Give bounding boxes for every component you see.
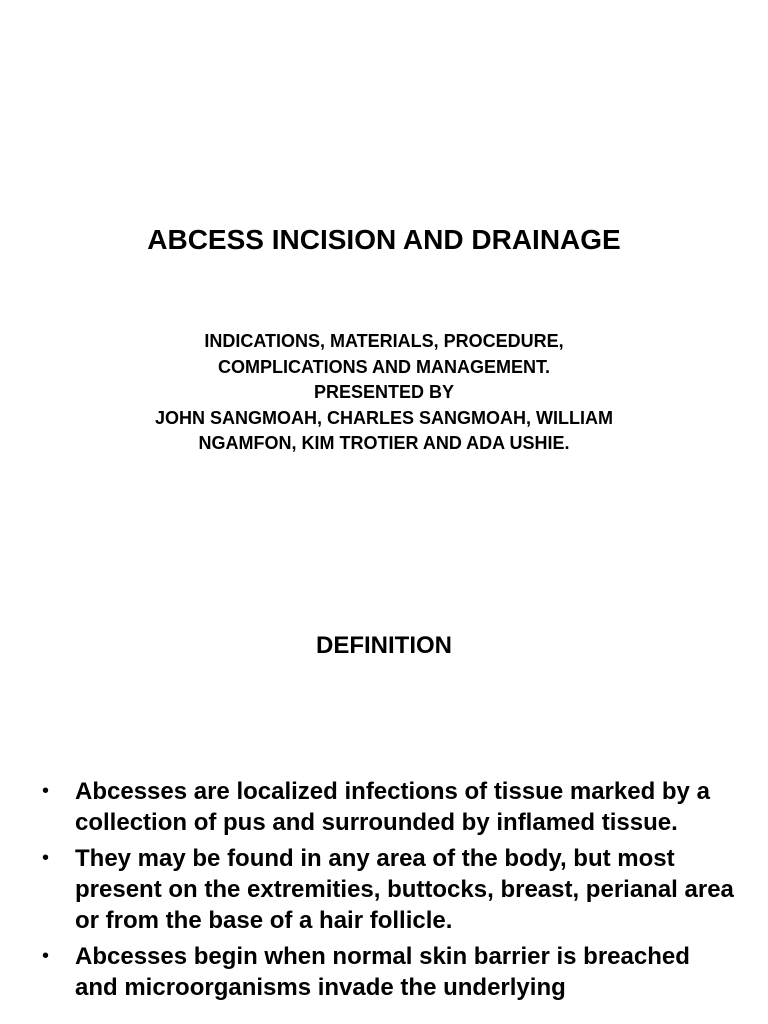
section-title: DEFINITION	[316, 632, 452, 659]
bullet-item	[0, 941, 768, 1003]
slide-subtitle	[100, 329, 668, 457]
subtitle-line: NGAMFON, KIM TROTIER AND ADA USHIE.	[198, 433, 570, 453]
bullet-icon: •	[42, 847, 50, 869]
bullet-icon: •	[42, 945, 50, 967]
bullet-text: Abcesses begin when normal skin barrier is breached and microorganisms invade the underlying	[75, 943, 690, 1001]
bullet-text: They may be found in any area of the body, but most present on the extremities, buttocks, breast, perianal area or from the base of a hair follicle.	[75, 845, 734, 934]
subtitle-line: JOHN SANGMOAH, CHARLES SANGMOAH, WILLIAM	[155, 407, 613, 428]
bullet-item	[0, 843, 768, 936]
bullet-text: Abcesses are localized infections of tissue marked by a collection of pus and surrounded by inflamed tissue.	[75, 778, 710, 836]
subtitle-line: INDICATIONS, MATERIALS, PROCEDURE,	[204, 331, 564, 351]
bullet-item	[0, 776, 768, 838]
slide-title: ABCESS INCISION AND DRAINAGE	[147, 224, 621, 255]
subtitle-line: PRESENTED BY	[313, 382, 455, 402]
bullet-icon: •	[42, 780, 50, 802]
subtitle-line: COMPLICATIONS AND MANAGEMENT.	[218, 356, 550, 377]
bullet-list	[0, 776, 768, 1008]
